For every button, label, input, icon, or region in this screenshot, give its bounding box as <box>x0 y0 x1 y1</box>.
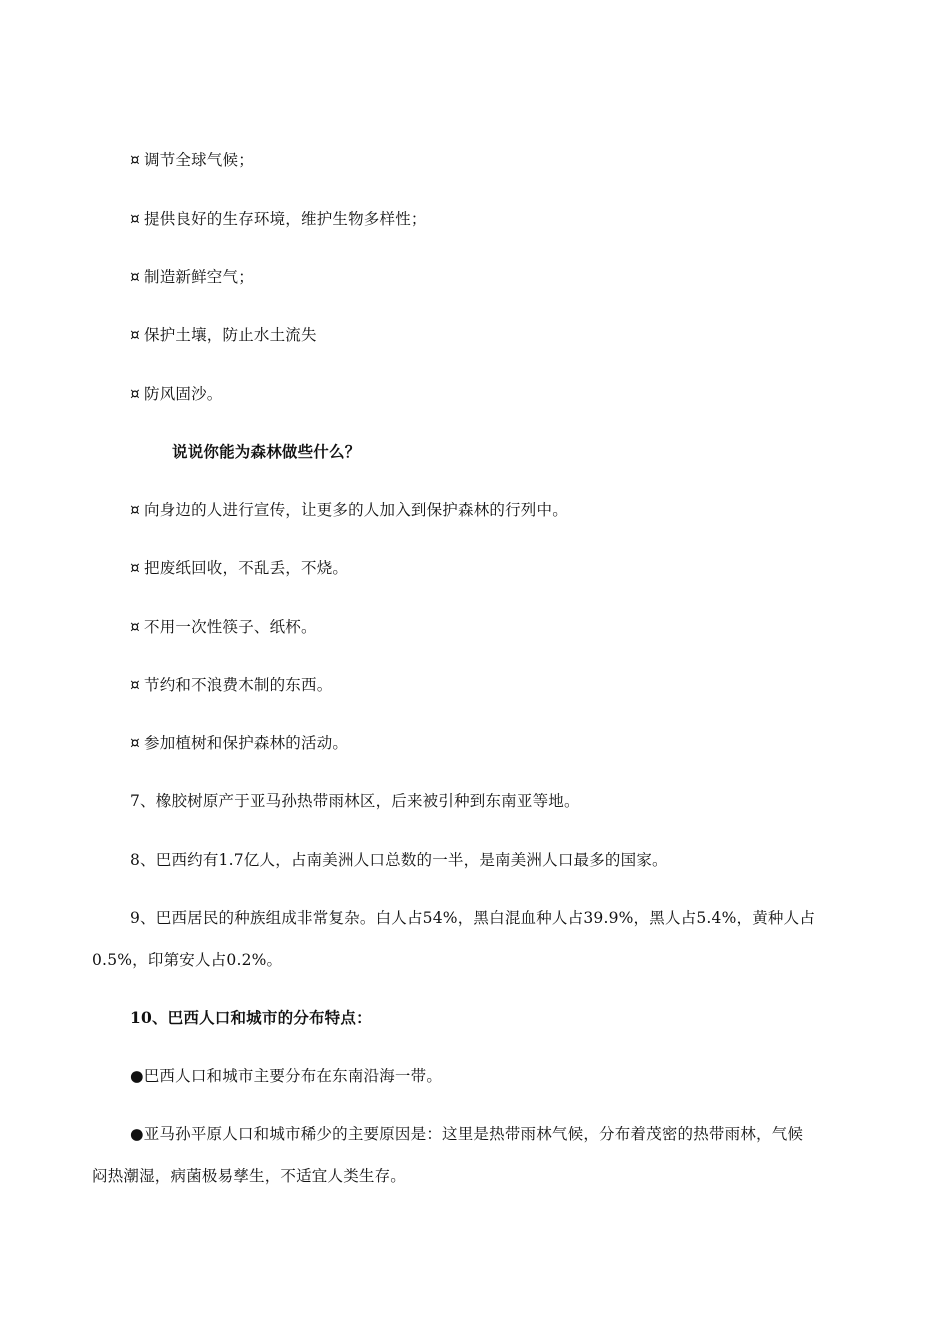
currency-bullet-icon: ¤ <box>130 501 141 519</box>
forest-function-item <box>130 209 427 229</box>
paragraph-item-9-line1: 9、巴西居民的种族组成非常复杂。白人占54%，黑白混血种人占39.9%，黑人占5.4%，黄种人占 <box>130 909 816 927</box>
currency-bullet-icon: ¤ <box>130 326 141 344</box>
currency-bullet-icon: ¤ <box>130 385 141 403</box>
forest-function-text: 保护土壤，防止水土流失 <box>144 326 317 344</box>
forest-action-item <box>130 500 568 520</box>
currency-bullet-icon: ¤ <box>130 618 141 636</box>
paragraph-item-8: 8、巴西约有1.7亿人，占南美洲人口总数的一半，是南美洲人口最多的国家。 <box>130 851 668 869</box>
currency-bullet-icon: ¤ <box>130 676 141 694</box>
forest-action-text: 把废纸回收，不乱丢，不烧。 <box>144 559 349 577</box>
forest-action-item <box>130 558 348 578</box>
currency-bullet-icon: ¤ <box>130 734 141 752</box>
currency-bullet-icon: ¤ <box>130 151 141 169</box>
forest-action-item <box>130 675 332 695</box>
forest-action-text: 向身边的人进行宣传，让更多的人加入到保护森林的行列中。 <box>144 501 568 519</box>
question-heading: 说说你能为森林做些什么？ <box>172 442 361 461</box>
forest-function-text: 调节全球气候； <box>144 151 254 169</box>
item10-point-text: 亚马孙平原人口和城市稀少的主要原因是：这里是热带雨林气候，分布着茂密的热带雨林，气候 <box>143 1125 804 1143</box>
item10-point-text: 巴西人口和城市主要分布在东南沿海一带。 <box>143 1067 443 1085</box>
forest-action-text: 节约和不浪费木制的东西。 <box>144 676 333 694</box>
currency-bullet-icon: ¤ <box>130 210 141 228</box>
forest-function-item <box>130 384 223 404</box>
forest-action-text: 参加植树和保护森林的活动。 <box>144 734 349 752</box>
item10-heading: 10、巴西人口和城市的分布特点： <box>130 1008 372 1027</box>
forest-action-item <box>130 733 348 753</box>
forest-function-item <box>130 267 254 287</box>
forest-function-item <box>130 325 317 345</box>
forest-action-item <box>130 617 317 637</box>
forest-action-text: 不用一次性筷子、纸杯。 <box>144 618 317 636</box>
forest-function-text: 防风固沙。 <box>144 385 223 403</box>
item10-point <box>130 1066 442 1086</box>
forest-function-text: 提供良好的生存环境，维护生物多样性； <box>144 210 427 228</box>
paragraph-item-7: 7、橡胶树原产于亚马孙热带雨林区，后来被引种到东南亚等地。 <box>130 792 580 810</box>
item10-point <box>130 1124 803 1144</box>
currency-bullet-icon: ¤ <box>130 268 141 286</box>
paragraph-item-9-line2: 0.5%，印第安人占0.2%。 <box>92 951 283 969</box>
black-dot-bullet-icon: ● <box>130 1125 144 1143</box>
black-dot-bullet-icon: ● <box>130 1067 144 1085</box>
forest-function-item <box>130 150 254 170</box>
item10-point-continuation: 闷热潮湿，病菌极易孳生，不适宜人类生存。 <box>92 1167 407 1185</box>
currency-bullet-icon: ¤ <box>130 559 141 577</box>
forest-function-text: 制造新鲜空气； <box>144 268 254 286</box>
